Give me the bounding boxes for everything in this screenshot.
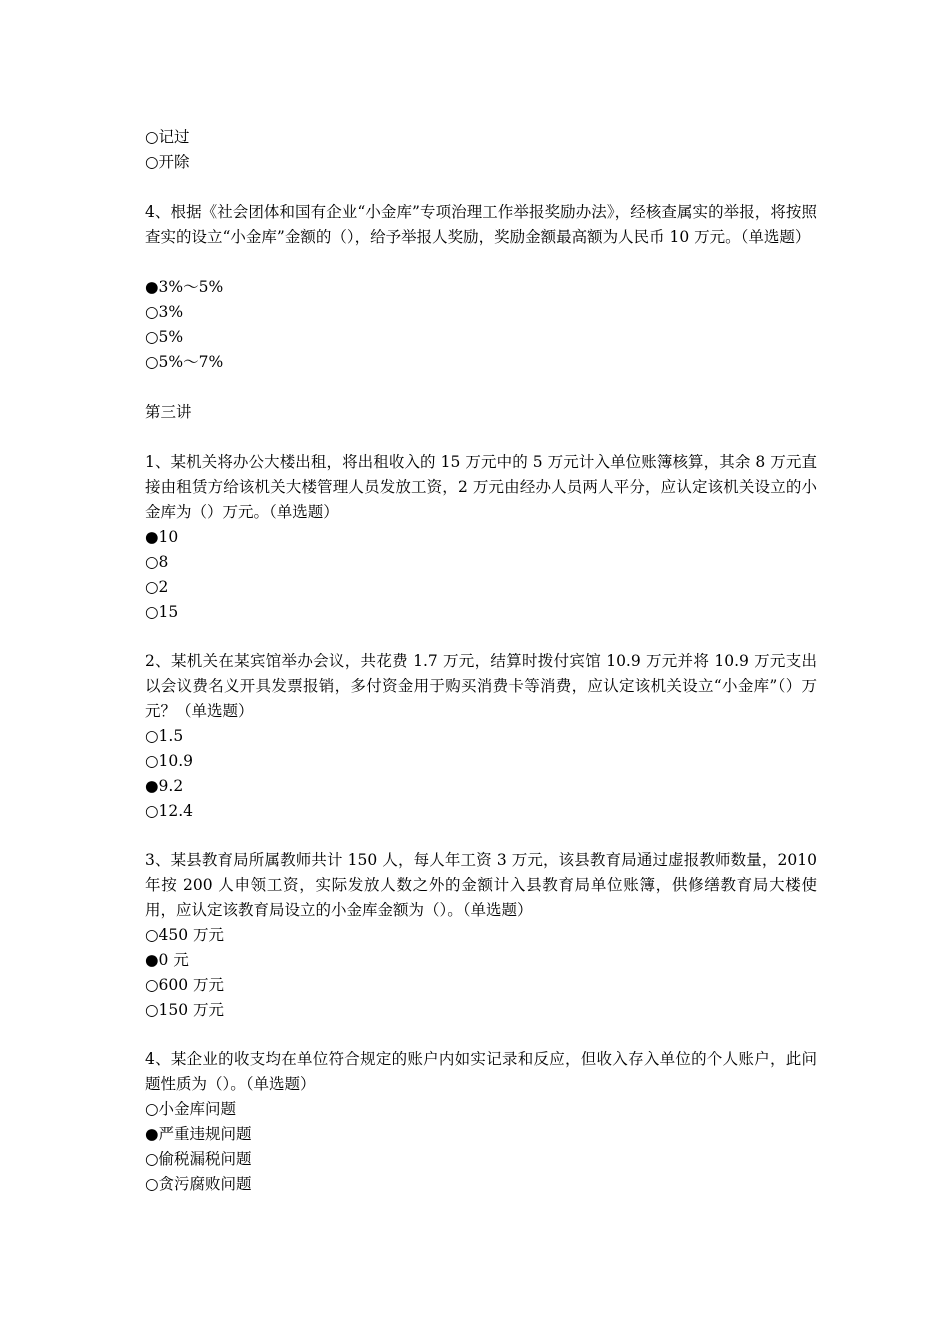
option-text: ●9.2 [145,777,184,795]
option-text: ○450 万元 [145,926,225,944]
section-heading: 第三讲 [145,403,192,421]
option-text: ○8 [145,553,169,571]
option-text: ○10.9 [145,752,194,770]
option-text: ●3%～5% [145,278,224,296]
option-text: ○15 [145,603,179,621]
option-text: ○2 [145,578,169,596]
question-text: 4、某企业的收支均在单位符合规定的账户内如实记录和反应，但收入存入单位的个人账户，此问题性质为（）。（单选题） [145,1050,817,1093]
option-text: ●10 [145,528,179,546]
question-text: 4、根据《社会团体和国有企业“小金库”专项治理工作举报奖励办法》，经核查属实的举报，将按照查实的设立“小金库”金额的（），给予举报人奖励，奖励金额最高额为人民币 10 万元。（单选题） [145,203,817,246]
option-text: ○150 万元 [145,1001,225,1019]
option-text: ○600 万元 [145,976,225,994]
option-text: ○3% [145,303,184,321]
option-text: ○偷税漏税问题 [145,1150,252,1168]
option-text: ●严重违规问题 [145,1125,252,1143]
option-text: ●0 元 [145,951,189,969]
question-text: 1、某机关将办公大楼出租，将出租收入的 15 万元中的 5 万元计入单位账簿核算，其余 8 万元直接由租赁方给该机关大楼管理人员发放工资，2 万元由经办人员两人平分，应认定该机关设立的小金库为（）万元。（单选题） [145,453,817,521]
option-text: ○贪污腐败问题 [145,1175,252,1193]
option-text: ○开除 [145,153,190,171]
option-text: ○5%～7% [145,353,224,371]
option-text: ○5% [145,328,184,346]
option-text: ○小金库问题 [145,1100,237,1118]
option-text: ○1.5 [145,727,184,745]
question-text: 2、某机关在某宾馆举办会议，共花费 1.7 万元，结算时拨付宾馆 10.9 万元并将 10.9 万元支出以会议费名义开具发票报销，多付资金用于购买消费卡等消费，应认定该机关设立“小金库”（）万元？（单选题） [145,652,817,720]
option-text: ○12.4 [145,802,194,820]
option-text: ○记过 [145,128,190,146]
question-text: 3、某县教育局所属教师共计 150 人，每人年工资 3 万元，该县教育局通过虚报教师数量，2010 年按 200 人申领工资，实际发放人数之外的金额计入县教育局单位账簿，供修缮教育局大楼使用，应认定该教育局设立的小金库金额为（）。（单选题） [145,851,817,919]
